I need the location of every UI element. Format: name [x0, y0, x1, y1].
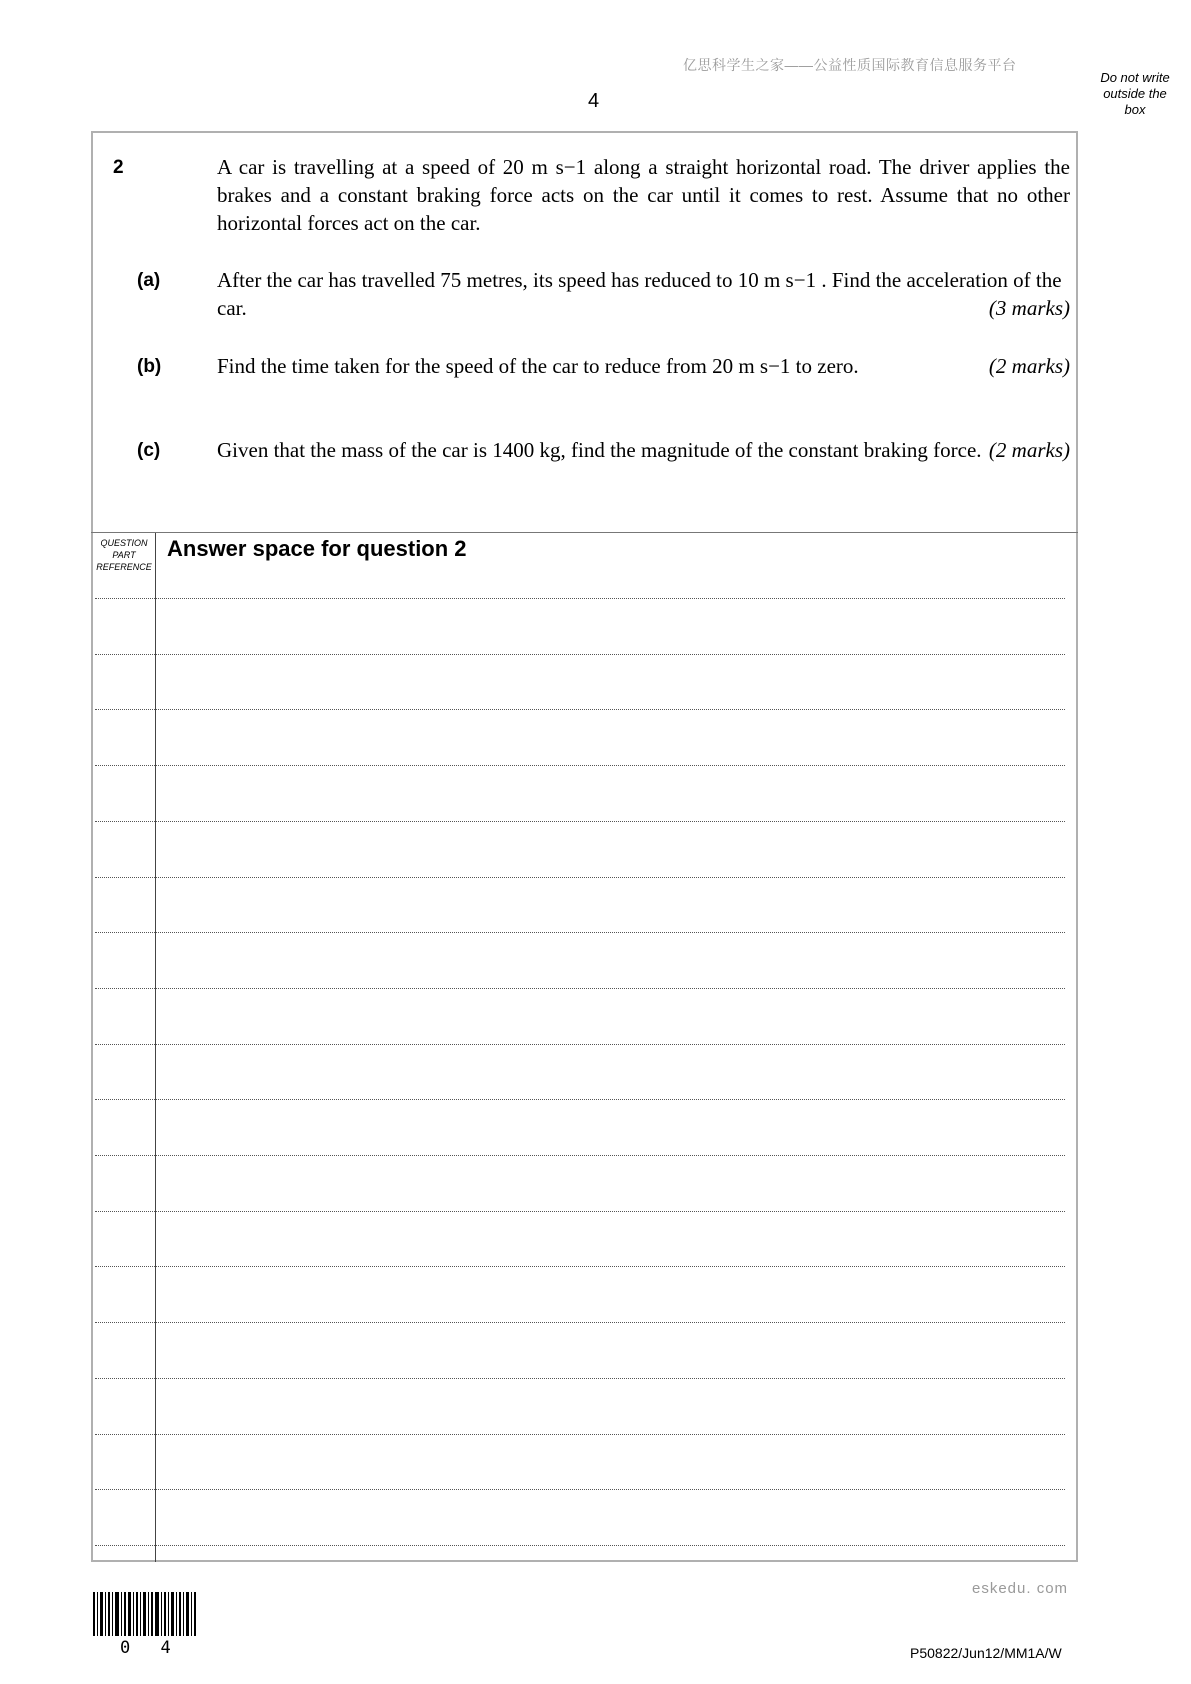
part-text-a	[217, 266, 1070, 322]
answer-line[interactable]	[95, 1322, 1065, 1323]
part-text-c	[217, 436, 1070, 464]
ref-label-line-3: REFERENCE	[96, 562, 152, 572]
answer-line[interactable]	[95, 654, 1065, 655]
barcode-number: 0 4	[120, 1638, 181, 1658]
reference-column-divider	[155, 533, 156, 1562]
paper-reference: P50822/Jun12/MM1A/W	[910, 1645, 1062, 1661]
answer-line[interactable]	[95, 1099, 1065, 1100]
part-c-marks: (2 marks)	[988, 438, 1070, 462]
answer-space-heading: Answer space for question 2	[167, 536, 467, 561]
answer-line[interactable]	[95, 877, 1065, 878]
part-a-question: After the car has travelled 75 metres, its speed has reduced to 10 m s−1 . Find the acceleration of the car.	[217, 268, 1062, 320]
margin-note-line-2: outside the	[1103, 86, 1167, 101]
answer-line[interactable]	[95, 1545, 1065, 1546]
answer-line[interactable]	[95, 988, 1065, 989]
answer-line[interactable]	[95, 1211, 1065, 1212]
part-c-question: Given that the mass of the car is 1400 kg, find the magnitude of the constant braking force.	[217, 438, 982, 462]
part-label-b: (b)	[137, 356, 162, 377]
answer-line[interactable]	[95, 1434, 1065, 1435]
question-part-reference-label	[93, 537, 155, 573]
answer-line[interactable]	[95, 1266, 1065, 1267]
ref-label-line-2: PART	[112, 550, 136, 560]
answer-line[interactable]	[95, 709, 1065, 710]
answer-line[interactable]	[95, 1489, 1065, 1490]
part-label-c: (c)	[137, 440, 161, 461]
margin-note-line-3: box	[1124, 102, 1146, 117]
part-b-marks: (2 marks)	[988, 354, 1070, 378]
part-b-question: Find the time taken for the speed of the car to reduce from 20 m s−1 to zero.	[217, 354, 859, 378]
question-stem: A car is travelling at a speed of 20 m s−1 along a straight horizontal road. The driver applies the brakes and a constant braking force acts on the car until it comes to rest. Assume that no other horizontal forces act on the car.	[217, 155, 1070, 235]
answer-line[interactable]	[95, 1044, 1065, 1045]
part-text-b	[217, 352, 1070, 380]
question-number: 2	[113, 157, 124, 178]
answer-line[interactable]	[95, 1378, 1065, 1379]
margin-note-line-1: Do not write	[1100, 70, 1170, 85]
answer-line[interactable]	[95, 598, 1065, 599]
ref-label-line-1: QUESTION	[100, 538, 148, 548]
watermark-footer: eskedu. com	[972, 1580, 1069, 1597]
part-label-a: (a)	[137, 270, 161, 291]
part-a-marks: (3 marks)	[988, 296, 1070, 320]
answer-line[interactable]	[95, 821, 1065, 822]
page-number: 4	[588, 90, 600, 112]
watermark-header: 亿思科学生之家——公益性质国际教育信息服务平台	[683, 57, 1017, 73]
answer-line[interactable]	[95, 765, 1065, 766]
answer-line[interactable]	[95, 932, 1065, 933]
margin-note	[1090, 70, 1180, 118]
barcode-icon	[93, 1592, 196, 1636]
answer-line[interactable]	[95, 1155, 1065, 1156]
